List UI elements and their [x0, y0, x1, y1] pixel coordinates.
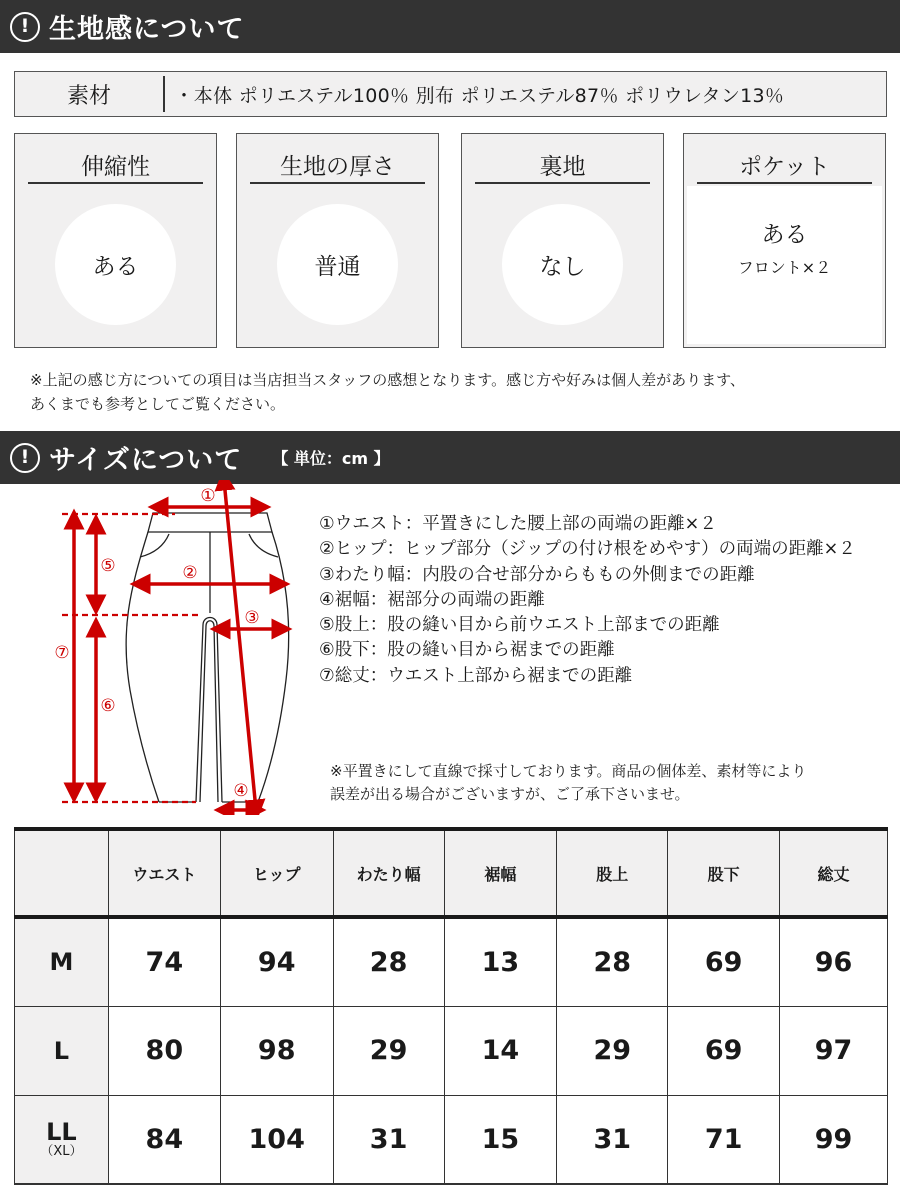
legend-item-hip: ②ヒップ：ヒップ部分（ジップの付け根をめやす）の両端の距離×２ [319, 539, 856, 560]
size-label: M [15, 917, 109, 1006]
table-cell: 14 [444, 1006, 557, 1095]
table-cell: 74 [108, 917, 220, 1006]
exclamation-circle-icon: ! [10, 12, 40, 42]
table-cell: 31 [333, 1095, 444, 1184]
svg-text:②: ② [182, 563, 198, 583]
legend-item-rise: ⑤股上：股の縫い目から前ウエスト上部までの距離 [319, 615, 720, 636]
attr-value: なし [502, 204, 623, 325]
table-cell: 28 [333, 917, 444, 1006]
pants-illustration-icon [30, 480, 320, 815]
table-cell: 69 [668, 917, 780, 1006]
attr-divider [250, 182, 425, 184]
attr-title: ポケット [739, 154, 830, 180]
attr-value: ある [761, 222, 808, 248]
attr-divider [475, 182, 650, 184]
size-table [14, 827, 888, 1185]
attr-box-stretch [14, 133, 217, 348]
svg-text:①: ① [200, 486, 216, 506]
table-cell: 15 [444, 1095, 557, 1184]
attr-box-lining [461, 133, 664, 348]
table-cell: 104 [220, 1095, 333, 1184]
material-row [14, 71, 887, 117]
measure-note [330, 760, 806, 806]
column-header-size [15, 829, 109, 917]
attr-box-pocket [683, 133, 886, 348]
table-cell: 13 [444, 917, 557, 1006]
table-row [15, 1006, 888, 1095]
measure-note-line: 誤差が出る場合がございますが、ご了承下さいませ。 [330, 785, 690, 803]
attr-detail: フロント×２ [737, 258, 832, 277]
column-header-length: 総丈 [780, 829, 888, 917]
measure-note-line: ※平置きにして直線で採寸しております。商品の個体差、素材等により [330, 762, 807, 780]
measurement-legend [319, 512, 856, 689]
pants-diagram [30, 480, 320, 815]
legend-item-thigh: ③わたり幅：内股の合せ部分からももの外側までの距離 [319, 564, 755, 585]
legend-item-length: ⑦総丈：ウエスト上部から裾までの距離 [319, 665, 633, 686]
column-header-thigh: わたり幅 [333, 829, 444, 917]
attr-value: 普通 [277, 204, 398, 325]
table-cell: 71 [668, 1095, 780, 1184]
table-cell: 98 [220, 1006, 333, 1095]
table-cell: 29 [333, 1006, 444, 1095]
svg-text:⑤: ⑤ [100, 556, 116, 576]
legend-item-waist: ①ウエスト：平置きにした腰上部の両端の距離×２ [319, 514, 717, 534]
attr-box-thickness [236, 133, 439, 348]
size-section-title: サイズについて [49, 445, 243, 476]
column-header-hem: 裾幅 [444, 829, 557, 917]
fabric-note-line: あくまでも参考としてご覧ください。 [30, 395, 286, 413]
table-header-row [15, 829, 888, 917]
column-header-hip: ヒップ [220, 829, 333, 917]
table-cell: 96 [780, 917, 888, 1006]
size-label: LL [46, 1118, 77, 1147]
column-header-waist: ウエスト [108, 829, 220, 917]
table-cell: 29 [557, 1006, 668, 1095]
pocket-panel [687, 186, 882, 344]
attr-value: ある [55, 204, 176, 325]
table-row [15, 917, 888, 1006]
table-cell: 80 [108, 1006, 220, 1095]
size-unit: 【 単位：cm 】 [272, 449, 390, 468]
fabric-note [30, 368, 745, 416]
table-cell: 28 [557, 917, 668, 1006]
svg-text:③: ③ [244, 608, 260, 628]
table-cell: 97 [780, 1006, 888, 1095]
table-cell: 84 [108, 1095, 220, 1184]
size-sub-label: （XL） [40, 1144, 83, 1160]
table-row [15, 1095, 888, 1184]
attr-title: 伸縮性 [81, 154, 150, 180]
fabric-note-line: ※上記の感じ方についての項目は当店担当スタッフの感想となります。感じ方や好みは個人差があります、 [30, 371, 745, 389]
column-header-rise: 股上 [557, 829, 668, 917]
size-section-header [0, 431, 900, 484]
exclamation-circle-icon: ! [10, 443, 40, 473]
legend-item-hem: ④裾幅：裾部分の両端の距離 [319, 589, 545, 610]
material-label: 素材 [66, 83, 111, 109]
size-label: L [15, 1006, 109, 1095]
attr-divider [28, 182, 203, 184]
legend-item-inseam: ⑥股下：股の縫い目から裾までの距離 [319, 640, 615, 661]
table-cell: 31 [557, 1095, 668, 1184]
attr-title: 生地の厚さ [280, 154, 395, 180]
table-cell: 69 [668, 1006, 780, 1095]
svg-text:⑥: ⑥ [100, 696, 116, 716]
attr-divider [697, 182, 872, 184]
material-value: ・本体 ポリエステル100％ 別布 ポリエステル87％ ポリウレタン13％ [174, 84, 785, 107]
fabric-section-title: 生地感について [49, 14, 245, 45]
table-cell: 94 [220, 917, 333, 1006]
attr-title: 裏地 [539, 154, 586, 180]
size-label-cell [15, 1095, 109, 1184]
svg-text:④: ④ [233, 781, 249, 801]
table-cell: 99 [780, 1095, 888, 1184]
fabric-section-header [0, 0, 900, 53]
svg-text:⑦: ⑦ [54, 643, 70, 663]
column-header-inseam: 股下 [668, 829, 780, 917]
